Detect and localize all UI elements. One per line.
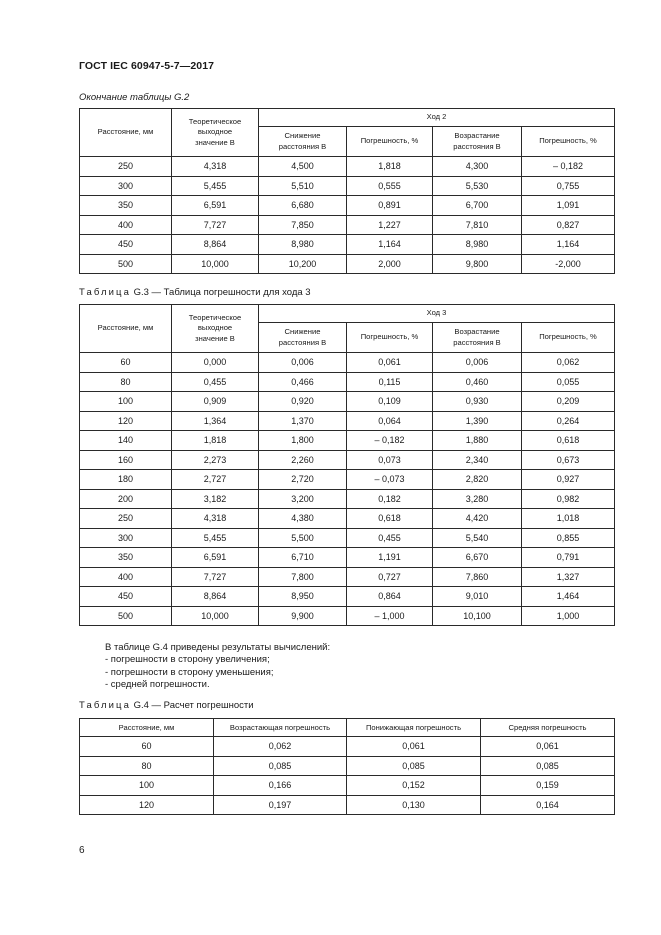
table-g2-col-increase: Возрастание расстояния В: [433, 127, 522, 157]
table-cell: 120: [80, 411, 172, 431]
table-row: [80, 353, 615, 373]
table-row: [80, 567, 615, 587]
results-intro: В таблице G.4 приведены результаты вычислений:: [105, 642, 331, 653]
table-cell: 0,062: [214, 737, 347, 757]
table-cell: 0,073: [347, 450, 433, 470]
table-cell: 0,920: [259, 392, 347, 412]
table-g4-header-row: [80, 719, 615, 737]
table-cell: 8,864: [172, 587, 259, 607]
table-g2-col-error1: Погрешность, %: [347, 127, 433, 157]
table-cell: 0,466: [259, 372, 347, 392]
table-cell: 0,197: [214, 795, 347, 815]
table-g3-col-theoretical: Теоретическое выходное значение В: [172, 305, 259, 353]
table-cell: 0,755: [522, 176, 615, 196]
table-cell: 250: [80, 157, 172, 177]
table-row: [80, 176, 615, 196]
table-cell: 140: [80, 431, 172, 451]
table-cell: 120: [80, 795, 214, 815]
table-cell: 1,327: [522, 567, 615, 587]
table-cell: 0,209: [522, 392, 615, 412]
table-cell: 7,810: [433, 215, 522, 235]
table-cell: 5,455: [172, 528, 259, 548]
table-cell: 1,464: [522, 587, 615, 607]
table-g4-caption-title: G.4 — Расчет погрешности: [130, 700, 254, 711]
table-row: [80, 470, 615, 490]
table-cell: 0,827: [522, 215, 615, 235]
table-row: [80, 756, 615, 776]
table-row: [80, 392, 615, 412]
table-cell: 4,318: [172, 509, 259, 529]
table-cell: 5,510: [259, 176, 347, 196]
table-g3-caption-title: G.3 — Таблица погрешности для хода 3: [130, 287, 311, 298]
table-row: [80, 431, 615, 451]
table-g2-col-decrease: Снижение расстояния В: [259, 127, 347, 157]
table-cell: 10,000: [172, 254, 259, 274]
table-cell: 400: [80, 567, 172, 587]
table-row: [80, 196, 615, 216]
table-g3-col-distance: Расстояние, мм: [80, 305, 172, 353]
table-cell: 0,062: [522, 353, 615, 373]
table-g4-col-decreasing: Понижающая погрешность: [347, 719, 481, 737]
table-cell: 0,130: [347, 795, 481, 815]
table-cell: 2,000: [347, 254, 433, 274]
table-g3-col-decrease: Снижение расстояния В: [259, 323, 347, 353]
table-cell: 10,200: [259, 254, 347, 274]
table-cell: 7,850: [259, 215, 347, 235]
table-row: [80, 450, 615, 470]
table-cell: 450: [80, 587, 172, 607]
table-cell: – 1,000: [347, 606, 433, 626]
table-cell: 5,455: [172, 176, 259, 196]
table-row: [80, 606, 615, 626]
table-g2-group-stroke: Ход 2: [259, 109, 615, 127]
table-g3-col-error1: Погрешность, %: [347, 323, 433, 353]
table-g2: [79, 108, 615, 274]
table-cell: 6,591: [172, 548, 259, 568]
table-cell: 0,930: [433, 392, 522, 412]
table-g2-header-row: [80, 109, 615, 127]
table-cell: 7,860: [433, 567, 522, 587]
table-cell: 0,618: [347, 509, 433, 529]
table-cell: 180: [80, 470, 172, 490]
table-cell: 0,115: [347, 372, 433, 392]
table-g4-col-average: Средняя погрешность: [481, 719, 615, 737]
table-cell: 0,159: [481, 776, 615, 796]
table-cell: 0,182: [347, 489, 433, 509]
table-cell: 0,727: [347, 567, 433, 587]
table-cell: 1,227: [347, 215, 433, 235]
table-cell: 60: [80, 353, 172, 373]
table-cell: 2,273: [172, 450, 259, 470]
table-g3: [79, 304, 615, 626]
table-cell: 0,061: [347, 737, 481, 757]
table-cell: – 0,073: [347, 470, 433, 490]
table-cell: 0,855: [522, 528, 615, 548]
table-cell: 400: [80, 215, 172, 235]
table-cell: 4,500: [259, 157, 347, 177]
table-row: [80, 235, 615, 255]
table-cell: 0,064: [347, 411, 433, 431]
table-cell: 2,820: [433, 470, 522, 490]
table-cell: 300: [80, 176, 172, 196]
table-cell: 5,530: [433, 176, 522, 196]
table-cell: 0,909: [172, 392, 259, 412]
table-cell: 7,727: [172, 215, 259, 235]
table-cell: 0,264: [522, 411, 615, 431]
table-cell: 0,109: [347, 392, 433, 412]
table-cell: 0,055: [522, 372, 615, 392]
table-cell: 4,300: [433, 157, 522, 177]
table-cell: 6,591: [172, 196, 259, 216]
table-cell: 2,260: [259, 450, 347, 470]
table-g2-col-error2: Погрешность, %: [522, 127, 615, 157]
table-row: [80, 509, 615, 529]
table-cell: 8,950: [259, 587, 347, 607]
table-cell: 2,727: [172, 470, 259, 490]
results-description: [105, 642, 330, 692]
table-cell: 1,191: [347, 548, 433, 568]
table-cell: 9,010: [433, 587, 522, 607]
table-cell: 0,000: [172, 353, 259, 373]
table-cell: 60: [80, 737, 214, 757]
table-cell: 9,900: [259, 606, 347, 626]
table-cell: 160: [80, 450, 172, 470]
table-g3-caption: [79, 287, 311, 298]
table-cell: 0,085: [214, 756, 347, 776]
table-cell: 6,700: [433, 196, 522, 216]
table-cell: 0,455: [347, 528, 433, 548]
table-cell: 10,100: [433, 606, 522, 626]
table-cell: 3,182: [172, 489, 259, 509]
table-cell: 250: [80, 509, 172, 529]
table-cell: 7,800: [259, 567, 347, 587]
table-g4-caption: [79, 700, 254, 711]
table-cell: 1,370: [259, 411, 347, 431]
table-g4-caption-prefix: Таблица: [79, 700, 131, 711]
table-cell: 2,340: [433, 450, 522, 470]
table-cell: 350: [80, 196, 172, 216]
table-cell: 1,390: [433, 411, 522, 431]
table-cell: 0,791: [522, 548, 615, 568]
table-g3-caption-prefix: Таблица: [79, 287, 131, 298]
table-cell: 1,018: [522, 509, 615, 529]
table-cell: 1,000: [522, 606, 615, 626]
table-g2-col-distance: Расстояние, мм: [80, 109, 172, 157]
table-cell: 300: [80, 528, 172, 548]
table-row: [80, 795, 615, 815]
table-cell: 80: [80, 756, 214, 776]
table-cell: 500: [80, 254, 172, 274]
table-cell: 0,006: [259, 353, 347, 373]
table-g4: [79, 718, 615, 815]
table-row: [80, 254, 615, 274]
table-cell: 10,000: [172, 606, 259, 626]
table-cell: 0,555: [347, 176, 433, 196]
table-cell: 200: [80, 489, 172, 509]
table-row: [80, 737, 615, 757]
table-cell: 0,061: [481, 737, 615, 757]
table-cell: 0,460: [433, 372, 522, 392]
table-cell: 8,864: [172, 235, 259, 255]
table-g3-col-increase: Возрастание расстояния В: [433, 323, 522, 353]
table-cell: 0,673: [522, 450, 615, 470]
table-cell: 0,085: [347, 756, 481, 776]
table-g3-header-row: [80, 305, 615, 323]
table-row: [80, 548, 615, 568]
table-cell: 0,618: [522, 431, 615, 451]
table-cell: 350: [80, 548, 172, 568]
results-item: - средней погрешности.: [105, 679, 210, 691]
table-g4-col-distance: Расстояние, мм: [80, 719, 214, 737]
table-row: [80, 587, 615, 607]
table-cell: 1,818: [172, 431, 259, 451]
table-cell: 7,727: [172, 567, 259, 587]
table-cell: 5,500: [259, 528, 347, 548]
table-cell: 1,364: [172, 411, 259, 431]
table-cell: 0,061: [347, 353, 433, 373]
table-cell: 1,800: [259, 431, 347, 451]
table-cell: 0,085: [481, 756, 615, 776]
table-cell: 450: [80, 235, 172, 255]
table-g2-col-theoretical: Теоретическое выходное значение В: [172, 109, 259, 157]
table-row: [80, 528, 615, 548]
table-cell: 1,164: [522, 235, 615, 255]
table-cell: 80: [80, 372, 172, 392]
table-row: [80, 489, 615, 509]
table-cell: 1,091: [522, 196, 615, 216]
table-cell: 1,164: [347, 235, 433, 255]
table-cell: 0,891: [347, 196, 433, 216]
table-cell: 0,006: [433, 353, 522, 373]
table-cell: 9,800: [433, 254, 522, 274]
table-cell: 0,166: [214, 776, 347, 796]
page-number: 6: [79, 845, 85, 856]
table-g2-caption: Окончание таблицы G.2: [79, 92, 190, 103]
table-cell: 5,540: [433, 528, 522, 548]
table-row: [80, 157, 615, 177]
table-cell: 6,670: [433, 548, 522, 568]
table-cell: 4,318: [172, 157, 259, 177]
table-cell: 0,152: [347, 776, 481, 796]
table-cell: -2,000: [522, 254, 615, 274]
table-row: [80, 372, 615, 392]
table-g3-col-error2: Погрешность, %: [522, 323, 615, 353]
table-cell: 1,880: [433, 431, 522, 451]
table-g4-col-increasing: Возрастающая погрешность: [214, 719, 347, 737]
table-cell: – 0,182: [347, 431, 433, 451]
table-cell: 8,980: [433, 235, 522, 255]
table-cell: 8,980: [259, 235, 347, 255]
table-cell: 0,864: [347, 587, 433, 607]
table-cell: 1,818: [347, 157, 433, 177]
table-row: [80, 776, 615, 796]
table-cell: 0,927: [522, 470, 615, 490]
table-cell: – 0,182: [522, 157, 615, 177]
table-cell: 0,455: [172, 372, 259, 392]
table-cell: 4,380: [259, 509, 347, 529]
table-cell: 500: [80, 606, 172, 626]
results-item: - погрешности в сторону увеличения;: [105, 654, 270, 666]
document-id: ГОСТ IEC 60947-5-7—2017: [79, 60, 215, 72]
table-cell: 100: [80, 776, 214, 796]
table-cell: 4,420: [433, 509, 522, 529]
table-g3-group-stroke: Ход 3: [259, 305, 615, 323]
table-row: [80, 215, 615, 235]
table-cell: 100: [80, 392, 172, 412]
table-cell: 0,982: [522, 489, 615, 509]
table-cell: 3,200: [259, 489, 347, 509]
table-cell: 6,710: [259, 548, 347, 568]
table-cell: 6,680: [259, 196, 347, 216]
results-item: - погрешности в сторону уменьшения;: [105, 666, 274, 678]
table-cell: 2,720: [259, 470, 347, 490]
table-cell: 0,164: [481, 795, 615, 815]
table-cell: 3,280: [433, 489, 522, 509]
table-row: [80, 411, 615, 431]
